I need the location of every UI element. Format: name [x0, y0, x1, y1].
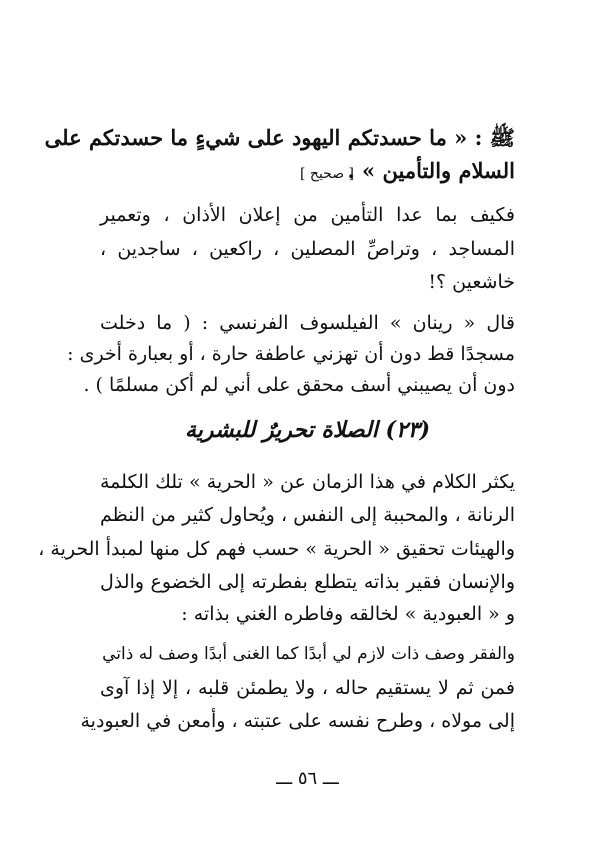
paragraph-3-line-4: والإنسان فقير بذاته يتطلع بفطرته إلى الخضوع والذل: [100, 571, 515, 593]
paragraph-3-line-2: الرنانة ، والمحببة إلى النفس ، ويُحاول كثير من النظم: [100, 504, 515, 526]
paragraph-2-line-3: دون أن يصيبني أسف محقق على أني لم أكن مسلمًا ) .: [83, 374, 515, 396]
paragraph-2-line-2: مسجدًا قط دون أن تهزني عاطفة حارة ، أو بعبارة أخرى :: [67, 343, 515, 365]
poetry-verse: والفقر وصف ذات لازم لي أبدًا كما الغنى أبدًا وصف له ذاتي: [102, 644, 515, 664]
hadith-line-2: السلام والتأمين » .: [347, 158, 515, 183]
hadith-line-1: ﷺ : « ما حسدتكم اليهود على شيءٍ ما حسدتكم على: [44, 125, 515, 150]
paragraph-3-line-3: والهيئات تحقيق « الحرية » حسب فهم كل منها لمبدأ الحرية ،: [38, 538, 515, 560]
paragraph-4-line-1: فمن ثم لا يستقيم حاله ، ولا يطمئن قلبه ، إلا إذا آوى: [100, 677, 515, 699]
paragraph-1-line-1: فكيف بما عدا التأمين من إعلان الأذان ، وتعمير: [100, 204, 515, 226]
paragraph-4-line-2: إلى مولاه ، وطرح نفسه على عتبته ، وأمعن في العبودية: [80, 710, 515, 732]
page-number: ـــ ٥٦ ـــ: [276, 768, 339, 789]
section-heading: (٢٣) الصلاة تحريرٌ للبشرية: [184, 417, 431, 443]
hadith-grade: [ صحيح ]: [300, 166, 355, 182]
paragraph-1-line-2: المساجد ، وتراصِّ المصلين ، راكعين ، ساجدين ،: [100, 238, 515, 260]
paragraph-3-line-1: يكثر الكلام في هذا الزمان عن « الحرية » تلك الكلمة: [100, 471, 515, 493]
paragraph-3-line-5: و « العبودية » لخالقه وفاطره الغني بذاته :: [181, 603, 515, 625]
paragraph-2-line-1: قال « رينان » الفيلسوف الفرنسي : ( ما دخلت: [100, 312, 515, 334]
paragraph-1-line-3: خاشعين ؟!: [428, 271, 515, 293]
